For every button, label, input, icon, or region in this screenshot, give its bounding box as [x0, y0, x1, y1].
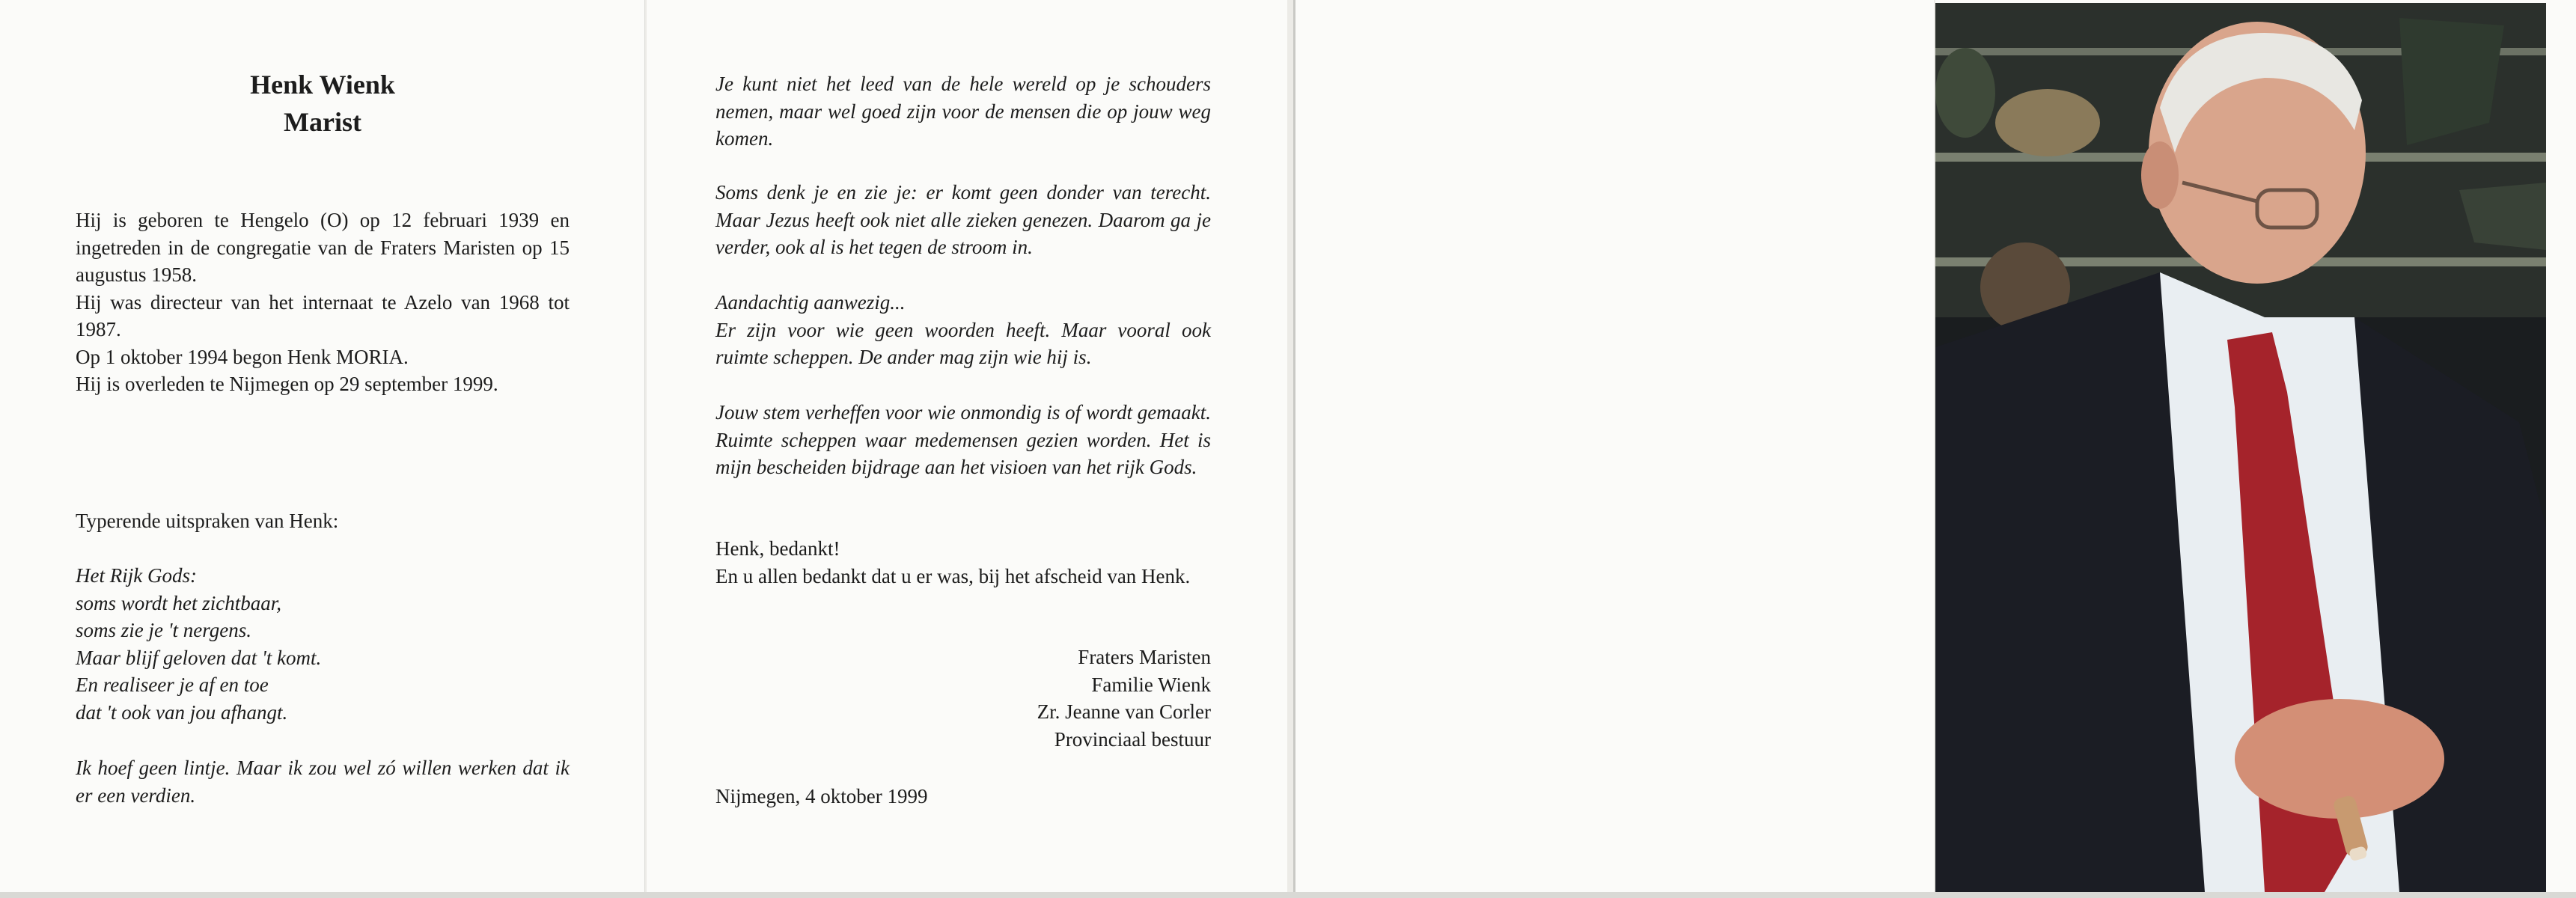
card-bottom-edge [0, 892, 2576, 898]
thanks-line: Henk, bedankt! [715, 537, 840, 560]
reflection-attentive [715, 289, 1211, 371]
card-page-blank [1293, 0, 1934, 892]
signer: Zr. Jeanne van Corler [1037, 700, 1211, 723]
deceased-name: Henk Wienk [250, 70, 395, 100]
quotes-heading: Typerende uitspraken van Henk: [76, 510, 339, 532]
reflection-stream: Soms denk je en zie je: er komt geen donder van terecht. Maar Jezus heeft ook niet alle zieken genezen. Daarom ga je verder, ook al is het tegen de stroom in. [715, 181, 1211, 258]
card-page-middle [647, 0, 1287, 892]
quote-line: En realiseer je af en toe [76, 674, 269, 696]
quote-line: Maar blijf geloven dat 't komt. [76, 646, 322, 669]
portrait-photo [1935, 3, 2546, 892]
quote-line: Het Rijk Gods: [76, 564, 197, 587]
quote-line: soms wordt het zichtbaar, [76, 591, 282, 614]
signer: Fraters Maristen [1078, 646, 1211, 668]
reflection-line: Aandachtig aanwezig... [715, 291, 906, 314]
quote-ribbon: Ik hoef geen lintje. Maar ik zou wel zó willen werken dat ik er een verdien. [76, 757, 570, 807]
place-date: Nijmegen, 4 oktober 1999 [715, 785, 928, 807]
bio-line: Hij is geboren te Hengelo (O) op 12 februari 1939 en ingetreden in de congregatie van de Fraters Maristen op 15 augustus 1958. [76, 209, 570, 286]
card-page-left [0, 0, 645, 892]
signer: Familie Wienk [1091, 673, 1211, 696]
thanks-line: En u allen bedankt dat u er was, bij het afscheid van Henk. [715, 564, 1191, 587]
biography [76, 207, 570, 398]
quote-kingdom [76, 562, 570, 726]
quote-line: soms zie je 't nergens. [76, 619, 251, 641]
bio-line: Hij was directeur van het internaat te Azelo van 1968 tot 1987. [76, 290, 570, 340]
quote-line: dat 't ook van jou afhangt. [76, 700, 288, 724]
reflection-voice: Jouw stem verheffen voor wie onmondig is of wordt gemaakt. Ruimte scheppen waar medemensen gezien worden. Het is mijn bescheiden bijdrage aan het visioen van het rijk Gods. [715, 401, 1211, 478]
card-page-photo [1935, 0, 2576, 892]
name-title [0, 66, 645, 141]
thanks [715, 535, 1211, 590]
signers [715, 644, 1211, 753]
reflection-shoulders: Je kunt niet het leed van de hele wereld op je schouders nemen, maar wel goed zijn voor de mensen die op jouw weg komen. [715, 73, 1211, 150]
bio-line: Hij is overleden te Nijmegen op 29 september 1999. [76, 373, 498, 395]
signer: Provinciaal bestuur [1054, 727, 1211, 751]
bio-line: Op 1 oktober 1994 begon Henk MORIA. [76, 345, 409, 368]
order-title: Marist [284, 107, 361, 137]
reflection-line: Er zijn voor wie geen woorden heeft. Maar vooral ook ruimte scheppen. De ander mag zijn wie hij is. [715, 318, 1211, 368]
